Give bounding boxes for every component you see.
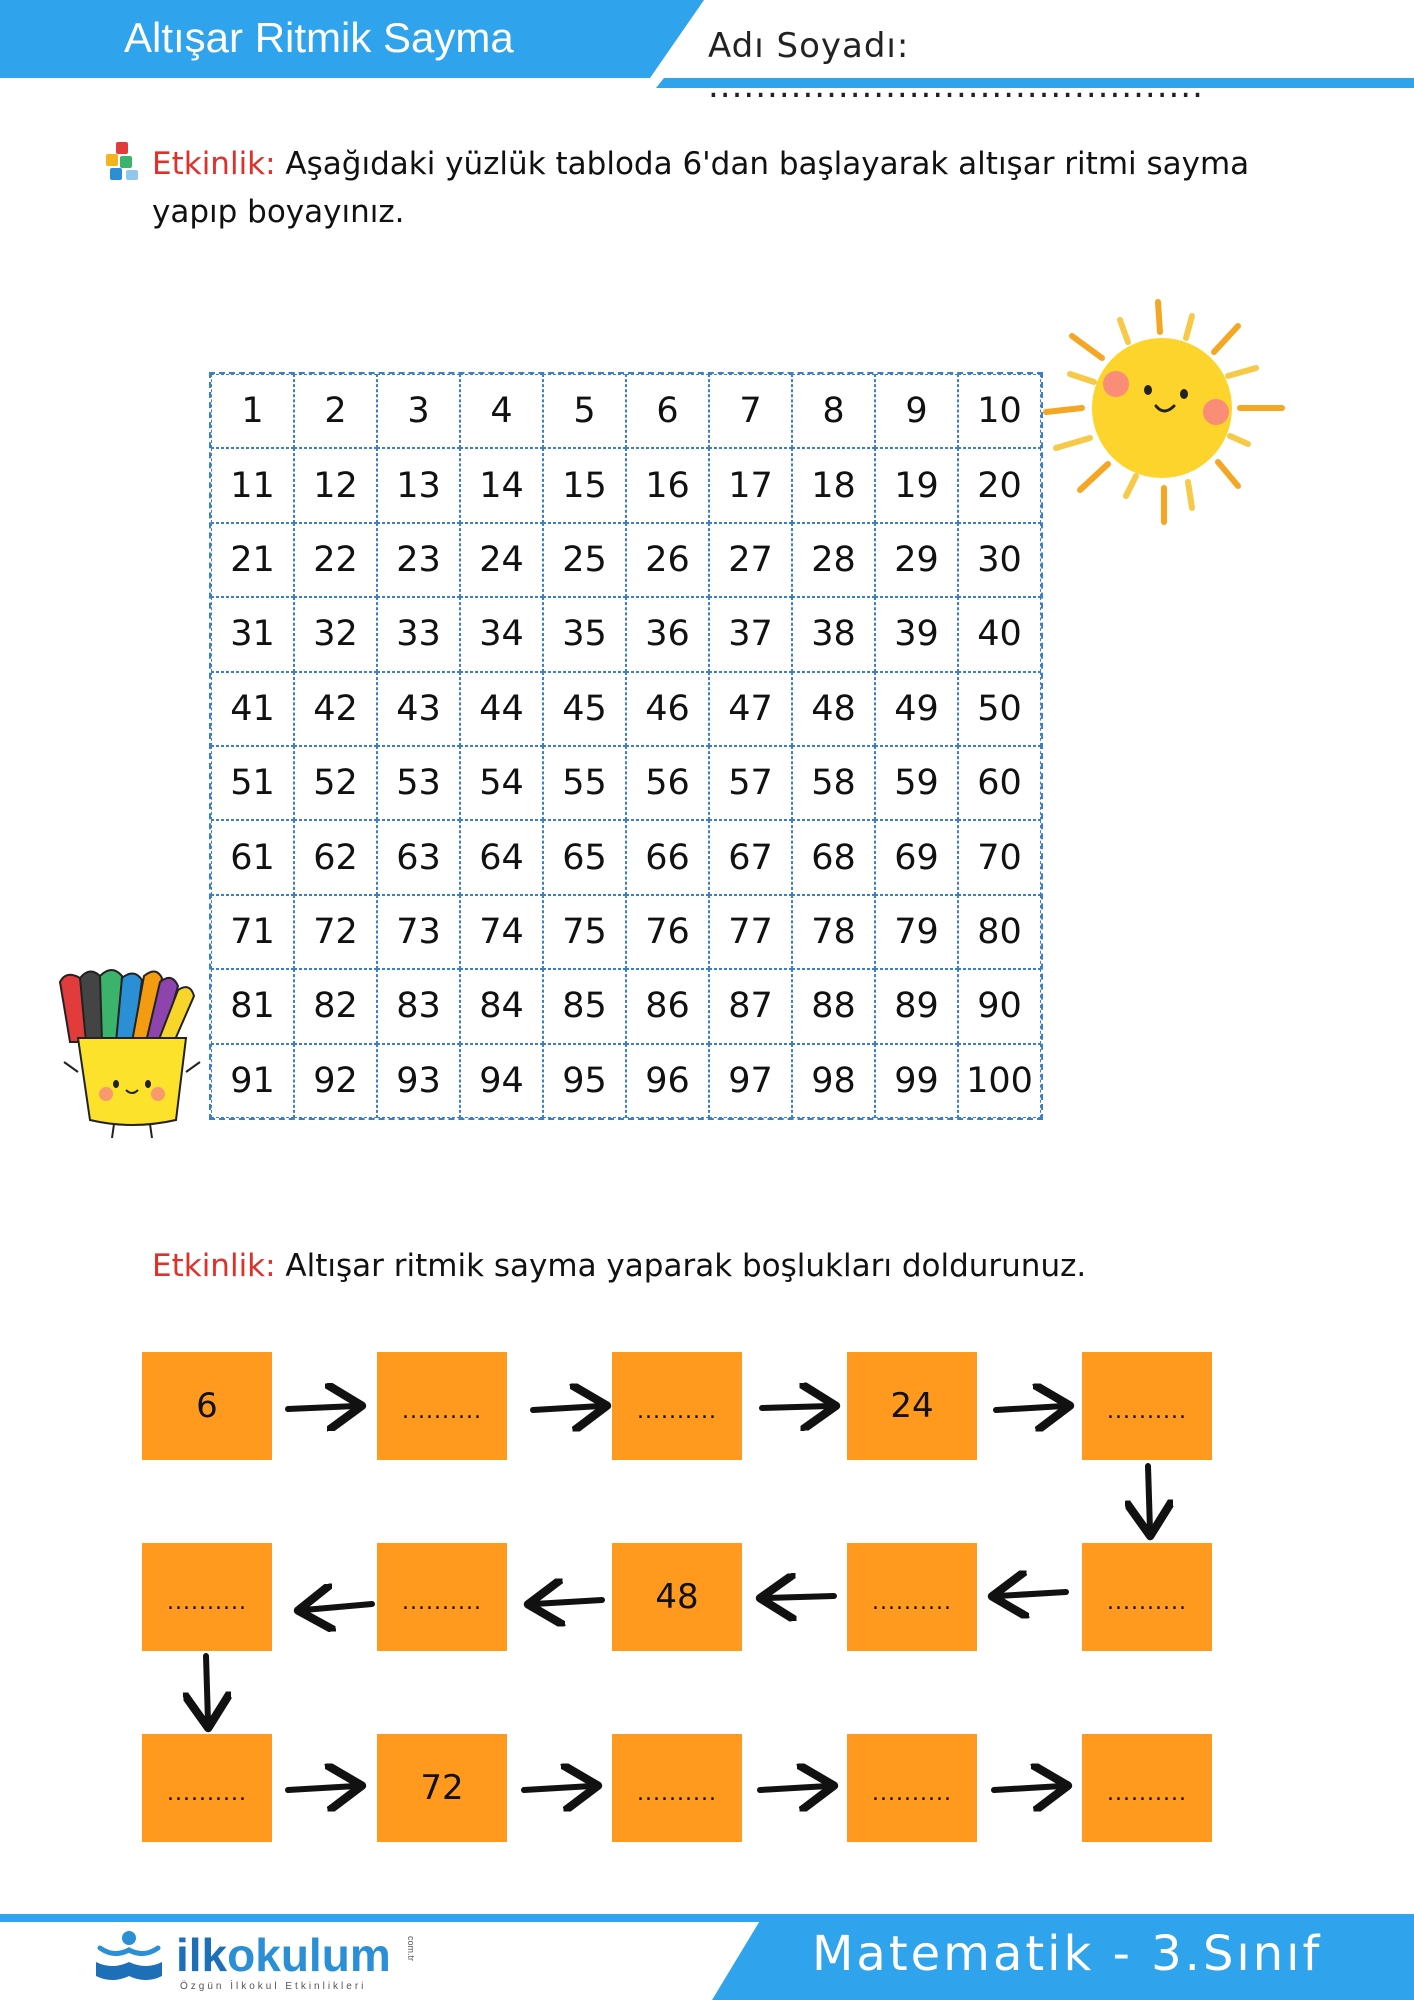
activity-2-instruction — [152, 1248, 1086, 1284]
logo-text-a: ilk — [176, 1929, 228, 1981]
hundred-chart-cell[interactable]: 90 — [958, 969, 1041, 1043]
hundred-chart-cell[interactable]: 94 — [460, 1044, 543, 1118]
hundred-chart-cell[interactable]: 72 — [294, 895, 377, 969]
hundred-chart-cell[interactable]: 67 — [709, 820, 792, 894]
hundred-chart-cell[interactable]: 25 — [543, 523, 626, 597]
sequence-box[interactable]: .......... — [142, 1734, 272, 1842]
sequence-box[interactable]: 48 — [612, 1543, 742, 1651]
hundred-chart-cell[interactable]: 79 — [875, 895, 958, 969]
sequence-box[interactable]: .......... — [1082, 1543, 1212, 1651]
hundred-chart-cell[interactable]: 21 — [211, 523, 294, 597]
sequence-box[interactable]: 24 — [847, 1352, 977, 1460]
hundred-chart-cell[interactable]: 99 — [875, 1044, 958, 1118]
hundred-chart-cell[interactable]: 83 — [377, 969, 460, 1043]
sequence-box[interactable]: .......... — [377, 1543, 507, 1651]
hundred-chart-cell[interactable]: 96 — [626, 1044, 709, 1118]
hundred-chart — [209, 372, 1043, 1120]
hundred-chart-cell[interactable]: 71 — [211, 895, 294, 969]
hundred-chart-cell[interactable]: 19 — [875, 448, 958, 522]
puzzle-icon — [102, 140, 142, 184]
hundred-chart-cell[interactable]: 18 — [792, 448, 875, 522]
sun-icon — [1042, 296, 1286, 528]
sequence-box[interactable]: .......... — [612, 1734, 742, 1842]
arrow-right — [533, 1406, 601, 1410]
sequence-box[interactable]: .......... — [612, 1352, 742, 1460]
hundred-chart-cell[interactable]: 33 — [377, 597, 460, 671]
sequence-box[interactable]: 72 — [377, 1734, 507, 1842]
logo-text-b: okulum — [227, 1929, 391, 1981]
arrow-right — [762, 1406, 830, 1408]
hundred-chart-cell[interactable]: 13 — [377, 448, 460, 522]
hundred-chart-cell[interactable]: 52 — [294, 746, 377, 820]
hundred-chart-cell[interactable]: 28 — [792, 523, 875, 597]
hundred-chart-cell[interactable]: 37 — [709, 597, 792, 671]
arrow-left — [304, 1604, 372, 1610]
hundred-chart-cell[interactable]: 64 — [460, 820, 543, 894]
hundred-chart-cell[interactable]: 81 — [211, 969, 294, 1043]
hundred-chart-cell[interactable]: 60 — [958, 746, 1041, 820]
hundred-chart-cell[interactable]: 5 — [543, 374, 626, 448]
hundred-chart-cell[interactable]: 34 — [460, 597, 543, 671]
arrow-right — [524, 1786, 592, 1790]
arrow-right — [288, 1406, 356, 1409]
hundred-chart-cell[interactable]: 3 — [377, 374, 460, 448]
hundred-chart-cell[interactable]: 32 — [294, 597, 377, 671]
arrow-right — [760, 1786, 828, 1790]
hundred-chart-cell[interactable]: 11 — [211, 448, 294, 522]
arrow-right — [288, 1786, 356, 1790]
hundred-chart-cell[interactable]: 100 — [958, 1044, 1041, 1118]
hundred-chart-cell[interactable]: 86 — [626, 969, 709, 1043]
hundred-chart-cell[interactable]: 29 — [875, 523, 958, 597]
logo-wordmark — [176, 1928, 391, 1982]
hundred-chart-cell[interactable]: 44 — [460, 672, 543, 746]
arrow-left — [766, 1596, 834, 1598]
hundred-chart-cell[interactable]: 53 — [377, 746, 460, 820]
hundred-chart-cell[interactable]: 47 — [709, 672, 792, 746]
hundred-chart-cell[interactable]: 74 — [460, 895, 543, 969]
hundred-chart-cell[interactable]: 39 — [875, 597, 958, 671]
hundred-chart-cell[interactable]: 54 — [460, 746, 543, 820]
hundred-chart-cell[interactable]: 15 — [543, 448, 626, 522]
hundred-chart-cell[interactable]: 38 — [792, 597, 875, 671]
hundred-chart-cell[interactable]: 35 — [543, 597, 626, 671]
hundred-chart-cell[interactable]: 56 — [626, 746, 709, 820]
hundred-chart-cell[interactable]: 48 — [792, 672, 875, 746]
hundred-chart-cell[interactable]: 95 — [543, 1044, 626, 1118]
hundred-chart-cell[interactable]: 49 — [875, 672, 958, 746]
hundred-chart-cell[interactable]: 40 — [958, 597, 1041, 671]
marker-cup-icon — [52, 952, 212, 1142]
footer-subject: Matematik - 3.Sınıf — [812, 1926, 1323, 1982]
sequence-box[interactable]: .......... — [142, 1543, 272, 1651]
hundred-chart-cell[interactable]: 43 — [377, 672, 460, 746]
hundred-chart-cell[interactable]: 98 — [792, 1044, 875, 1118]
hundred-chart-cell[interactable]: 91 — [211, 1044, 294, 1118]
name-field-label: Adı Soyadı: .......................................... — [708, 26, 1204, 106]
hundred-chart-cell[interactable]: 41 — [211, 672, 294, 746]
hundred-chart-cell[interactable]: 77 — [709, 895, 792, 969]
hundred-chart-cell[interactable]: 45 — [543, 672, 626, 746]
hundred-chart-cell[interactable]: 89 — [875, 969, 958, 1043]
activity-2-label: Etkinlik: — [152, 1248, 276, 1284]
hundred-chart-cell[interactable]: 78 — [792, 895, 875, 969]
activity-1-label: Etkinlik: — [152, 146, 276, 182]
arrow-right — [994, 1786, 1062, 1790]
hundred-chart-cell[interactable]: 69 — [875, 820, 958, 894]
logo-book-icon — [92, 1928, 166, 1984]
logo-domain-suffix: com.tr — [406, 1936, 416, 1962]
arrow-down — [1148, 1466, 1150, 1530]
hundred-chart-cell[interactable]: 7 — [709, 374, 792, 448]
hundred-chart-cell[interactable]: 88 — [792, 969, 875, 1043]
hundred-chart-cell[interactable]: 20 — [958, 448, 1041, 522]
hundred-chart-cell[interactable]: 93 — [377, 1044, 460, 1118]
hundred-chart-cell[interactable]: 8 — [792, 374, 875, 448]
hundred-chart-cell[interactable]: 12 — [294, 448, 377, 522]
hundred-chart-cell[interactable]: 36 — [626, 597, 709, 671]
hundred-chart-cell[interactable]: 92 — [294, 1044, 377, 1118]
hundred-chart-cell[interactable]: 24 — [460, 523, 543, 597]
logo-tagline: Özgün İlkokul Etkinlikleri — [180, 1981, 367, 1992]
worksheet-title: Altışar Ritmik Sayma — [124, 14, 514, 61]
hundred-chart-cell[interactable]: 31 — [211, 597, 294, 671]
hundred-chart-cell[interactable]: 51 — [211, 746, 294, 820]
hundred-chart-cell[interactable]: 76 — [626, 895, 709, 969]
sequence-box[interactable]: .......... — [847, 1734, 977, 1842]
hundred-chart-cell[interactable]: 22 — [294, 523, 377, 597]
hundred-chart-cell[interactable]: 66 — [626, 820, 709, 894]
hundred-chart-cell[interactable]: 6 — [626, 374, 709, 448]
hundred-chart-cell[interactable]: 61 — [211, 820, 294, 894]
sequence-box[interactable]: .......... — [847, 1543, 977, 1651]
hundred-chart-cell[interactable]: 55 — [543, 746, 626, 820]
activity-1-text: Aşağıdaki yüzlük tabloda 6'dan başlayarak altışar ritmi sayma yapıp boyayınız. — [152, 146, 1250, 230]
activity-1-instruction — [152, 140, 1262, 236]
hundred-chart-cell[interactable]: 63 — [377, 820, 460, 894]
arrow-left — [998, 1592, 1066, 1596]
arrow-right — [996, 1406, 1064, 1410]
hundred-chart-cell[interactable]: 85 — [543, 969, 626, 1043]
hundred-chart-cell[interactable]: 70 — [958, 820, 1041, 894]
hundred-chart-cell[interactable]: 27 — [709, 523, 792, 597]
hundred-chart-cell[interactable]: 57 — [709, 746, 792, 820]
hundred-chart-cell[interactable]: 14 — [460, 448, 543, 522]
hundred-chart-cell[interactable]: 84 — [460, 969, 543, 1043]
hundred-chart-cell[interactable]: 97 — [709, 1044, 792, 1118]
hundred-chart-cell[interactable]: 30 — [958, 523, 1041, 597]
hundred-chart-cell[interactable]: 59 — [875, 746, 958, 820]
hundred-chart-cell[interactable]: 4 — [460, 374, 543, 448]
hundred-chart-cell[interactable]: 80 — [958, 895, 1041, 969]
sequence-box[interactable]: 6 — [142, 1352, 272, 1460]
hundred-chart-cell[interactable]: 87 — [709, 969, 792, 1043]
arrow-down — [206, 1656, 208, 1722]
hundred-chart-cell[interactable]: 42 — [294, 672, 377, 746]
hundred-chart-cell[interactable]: 23 — [377, 523, 460, 597]
hundred-chart-cell[interactable]: 26 — [626, 523, 709, 597]
hundred-chart-cell[interactable]: 68 — [792, 820, 875, 894]
hundred-chart-cell[interactable]: 73 — [377, 895, 460, 969]
hundred-chart-cell[interactable]: 46 — [626, 672, 709, 746]
hundred-chart-cell[interactable]: 10 — [958, 374, 1041, 448]
hundred-chart-cell[interactable]: 16 — [626, 448, 709, 522]
activity-2-text: Altışar ritmik sayma yaparak boşlukları doldurunuz. — [275, 1248, 1087, 1284]
hundred-chart-cell[interactable]: 65 — [543, 820, 626, 894]
sequence-box[interactable]: .......... — [377, 1352, 507, 1460]
hundred-chart-cell[interactable]: 2 — [294, 374, 377, 448]
hundred-chart-cell[interactable]: 9 — [875, 374, 958, 448]
hundred-chart-cell[interactable]: 62 — [294, 820, 377, 894]
hundred-chart-cell[interactable]: 50 — [958, 672, 1041, 746]
sequence-box[interactable]: .......... — [1082, 1734, 1212, 1842]
hundred-chart-cell[interactable]: 58 — [792, 746, 875, 820]
hundred-chart-cell[interactable]: 75 — [543, 895, 626, 969]
sequence-box[interactable]: .......... — [1082, 1352, 1212, 1460]
hundred-chart-cell[interactable]: 82 — [294, 969, 377, 1043]
arrow-left — [534, 1600, 602, 1604]
hundred-chart-cell[interactable]: 17 — [709, 448, 792, 522]
hundred-chart-cell[interactable]: 1 — [211, 374, 294, 448]
